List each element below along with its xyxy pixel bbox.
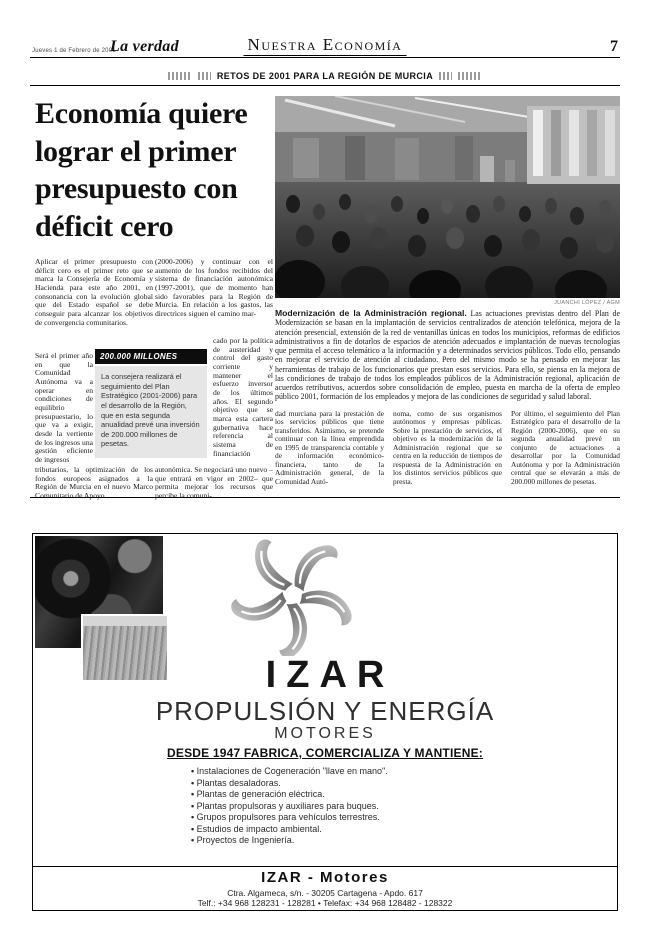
banner-label: RETOS DE 2001 PARA LA REGIÓN DE MURCIA: [216, 70, 434, 81]
article-photo: [275, 96, 620, 298]
ad-bullet-item: • Plantas propulsoras y auxiliares para buques.: [191, 801, 388, 813]
banner-rule: [30, 85, 620, 86]
caption-lead: Modernización de la Administración regional.: [275, 308, 467, 318]
ad-bullet-item: • Proyectos de Ingeniería.: [191, 835, 388, 847]
ad-footer-rule: [33, 866, 617, 867]
ad-footer-title: IZAR - Motores: [261, 869, 389, 886]
article-text-segment: noma, como de sus organismos autónomos y empresas públicas. Sobre la prestación de servicios, el objetivo es la modernización de la Administración regional que se centra en la reducción de tiempos de respuesta de la Administración en los distintos servicios públicos que presta.: [393, 410, 502, 486]
section-banner: [30, 69, 620, 82]
ad-products-list: [191, 766, 388, 847]
barcode-decoration-left: [198, 72, 211, 80]
newspaper-masthead: La verdad: [110, 38, 179, 55]
article-text-segment: Por último, el seguimiento del Plan Estratégico para el desarrollo de la Región (2000-2006), que en su segunda anualidad prevé un conjunto de actuaciones a desarrollar por la Comunidad Autónoma y por la Administración central que se elevarán a más de 200.000 millones de pesetas.: [511, 410, 620, 486]
ad-address: Ctra. Algameca, s/n. - 30205 Cartagena - Apdo. 617: [227, 888, 423, 898]
ad-brand-name: IZAR: [265, 654, 395, 696]
ad-bullet-item: • Grupos propulsores para vehículos terrestres.: [191, 812, 388, 824]
ad-phone-numbers: Telf.: +34 968 128231 - 128281 • Telefax: +34 968 128482 - 128322: [197, 898, 453, 908]
izar-propeller-logo-icon: [203, 534, 383, 656]
barcode-decoration-right: [458, 72, 482, 80]
highlight-infobox: [95, 349, 207, 458]
ad-tagline-sub: MOTORES: [274, 725, 376, 742]
caption-body: Las actuaciones previstas dentro del Plan de Modernización se basan en la implantación de servicios centralizados de atención telefónica, mejora de la atención presencial, extensión de la red de ventanillas únicas en todos los municipios, reformas de edificios administrativos a fin de dotarlos de espacios de atención adecuados e implantación de nuevas tecnologías que permita el acceso telemático a la información y a determinados servicios públicos. Todo ello, pensando en mejorar el servicio de atención al ciudadano. Pero del mismo modo se ha pensado en mejorar las herramientas de trabajo de los funcionarios que prestan esos servicios. Para ello, se piensa en la mejora de las condiciones de trabajo de todos los empleados públicos de la Administración regional, aplicación de acuerdos retributivos, acuerdos sobre consolidación de empleo, puesta en marcha de la oferta de empleo público 2001, formación de los empleados y mejora de las condiciones de seguridad y salud laboral.: [275, 309, 620, 402]
ad-tagline-main: PROPULSIÓN Y ENERGÍA: [155, 696, 495, 726]
ad-bullet-item: • Plantas desaladoras.: [191, 778, 388, 790]
section-title: Nuestra Economía: [244, 35, 407, 56]
ad-bullet-item: • Estudios de impacto ambiental.: [191, 824, 388, 836]
ad-bullet-item: • Plantas de generación eléctrica.: [191, 789, 388, 801]
article-text-segment: dad murciana para la prestación de los servicios públicos que tiene transferidos. Asimismo, se pretende continuar con la línea emprendida en 1995 de transparencia contable y de información económico-financiera, tanto de la Administración general, de la Comunidad Autó-: [275, 410, 384, 486]
article-end-rule: [30, 497, 620, 498]
article-text-segment: autonómica. Se negociará uno nuevo –que entrará en vigor en 2002– que permita mejorar los recursos que percibe la comuni-: [155, 466, 273, 500]
ad-products-heading: DESDE 1947 FABRICA, COMERCIALIZA Y MANTIENE:: [167, 746, 483, 760]
infobox-title: 200.000 MILLONES: [95, 349, 207, 364]
issue-date: Jueves 1 de Febrero de 2001: [32, 48, 116, 54]
photo-credit: JUANCHI LÓPEZ / AGM: [554, 300, 620, 306]
page-number: 7: [610, 38, 618, 55]
page-header: [30, 36, 620, 58]
article-text-segment: Será el primer año en que la Comunidad Autónoma va a operar en condiciones de equilibrio presupuestario, lo que va a exigir, desde la vertiente de los ingresos una gestión eficiente de ingresos: [35, 352, 93, 464]
article-text-segment: Aplicar el primer presupuesto con déficit cero es el primer reto que se marca la Consejería de Economía y Hacienda para este año 2001, en consonancia con la evolución global que del Estado español se debe conseguir para alcanzar los objetivos de convergencia comunitarios.: [35, 258, 153, 327]
ad-bullet-item: • Instalaciones de Cogeneración "llave en mano".: [191, 766, 388, 778]
article-text-segment: (2000-2006) y continuar con el aumento de los fondos recibidos del sistema de financiación autonómica (1997-2001), que de momento han sido favorables para la Región de Murcia. En relación a los gastos, las directrices siguen el camino mar-: [155, 258, 273, 318]
barcode-decoration-right: [439, 72, 452, 80]
article-text-segment: cado por la política de austeridad y control del gasto corriente y mantener el esfuerzo inversor de los últimos años. El segundo objetivo que se marca esta cartera gubernativa hace referencia al sistema de financiación: [213, 337, 273, 458]
izar-advertisement: [32, 533, 618, 911]
crowd-photo-illustration: [275, 96, 620, 298]
article-headline: Economía quiere lograr el primer presupuesto con déficit cero: [35, 97, 248, 243]
photo-caption: [275, 308, 620, 405]
infobox-body: La consejera realizará el seguimiento del Plan Estratégico (2001-2006) para el desarrollo de la Región, que en esta segunda anualidad prevé una inversión de 200.000 millones de pesetas.: [95, 366, 207, 458]
barcode-decoration-left: [168, 72, 192, 80]
article-text-segment: tributarios, la optimización de los fondos europeos asignados a la Región de Murcia en el nuevo Marco Comunitario de Apoyo: [35, 466, 153, 500]
